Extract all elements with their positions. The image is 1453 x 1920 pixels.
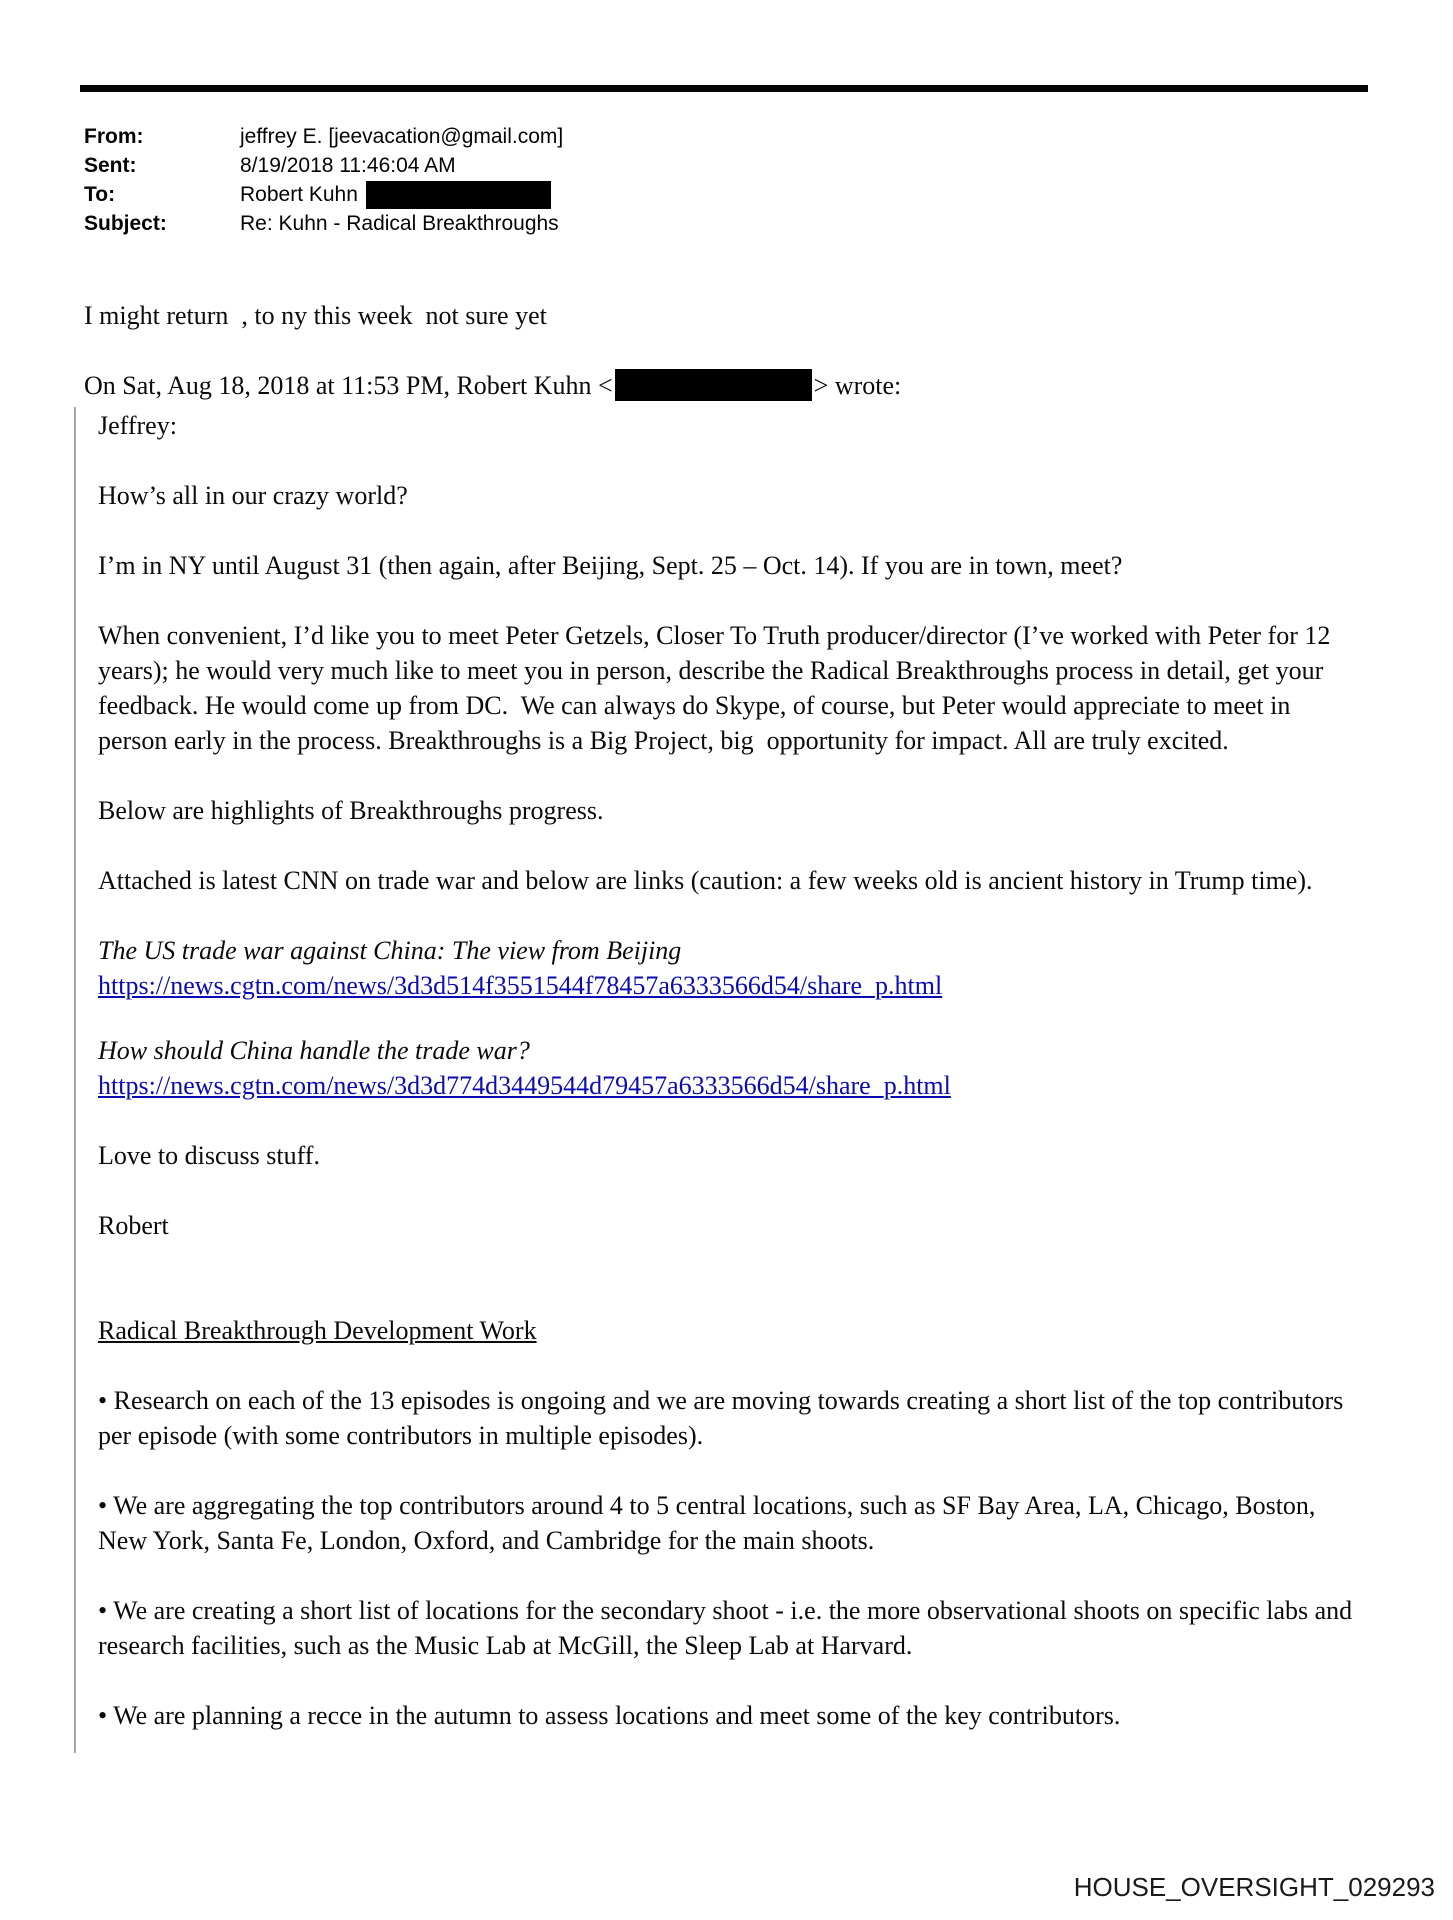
quote-paragraph-ny-schedule: I’m in NY until August 31 (then again, after Beijing, Sept. 25 – Oct. 14). If you are in town, meet?	[98, 551, 1123, 580]
sent-label: Sent:	[84, 154, 137, 177]
to-label: To:	[84, 183, 116, 206]
quote-greeting: Jeffrey:	[98, 411, 177, 440]
bullet-research-episodes: • Research on each of the 13 episodes is ongoing and we are moving towards creating a short list of the top contributors per episode (with some contributors in multiple episodes).	[98, 1386, 1350, 1450]
redaction-box-recipient-email	[366, 181, 551, 209]
header-row-from	[84, 122, 563, 151]
article-link-line-2	[98, 1068, 1358, 1103]
quote-signature: Robert	[98, 1211, 169, 1240]
to-value	[240, 180, 551, 209]
bullet-secondary-shoot: • We are creating a short list of locations for the secondary shoot - i.e. the more observational shoots on specific labs and research facilities, such as the Music Lab at McGill, the Sleep Lab at Harvard.	[98, 1596, 1359, 1660]
header-row-sent	[84, 151, 563, 180]
attribution-suffix: > wrote:	[813, 371, 902, 400]
article-link-line-1	[98, 968, 1358, 1003]
sent-value: 8/19/2018 11:46:04 AM	[240, 154, 456, 177]
from-label: From:	[84, 125, 144, 148]
bullet-aggregating-locations: • We are aggregating the top contributors around 4 to 5 central locations, such as SF Bay Area, LA, Chicago, Boston, New York, Santa Fe, London, Oxford, and Cambridge for the main shoots.	[98, 1491, 1322, 1555]
email-body	[84, 298, 1358, 1753]
section-heading-development-work: Radical Breakthrough Development Work	[98, 1316, 537, 1345]
quote-paragraph-love-to-discuss: Love to discuss stuff.	[98, 1141, 320, 1170]
header-divider-rule	[80, 85, 1368, 92]
subject-value: Re: Kuhn - Radical Breakthroughs	[240, 212, 559, 235]
quote-paragraph-crazy-world: How’s all in our crazy world?	[98, 481, 408, 510]
email-header-block	[84, 122, 563, 238]
bates-number: HOUSE_OVERSIGHT_029293	[1073, 1872, 1435, 1902]
subject-label: Subject:	[84, 212, 167, 235]
attribution-prefix: On Sat, Aug 18, 2018 at 11:53 PM, Robert Kuhn <	[84, 371, 613, 400]
from-value: jeffrey E. [jeevacation@gmail.com]	[240, 125, 564, 148]
bullet-recce-autumn: • We are planning a recce in the autumn to assess locations and meet some of the key contributors.	[98, 1701, 1121, 1730]
header-row-to	[84, 180, 563, 209]
quote-paragraph-highlights: Below are highlights of Breakthroughs progress.	[98, 796, 604, 825]
to-recipient-name: Robert Kuhn	[240, 183, 358, 206]
article-link-china-handle[interactable]: https://news.cgtn.com/news/3d3d774d3449544d79457a6333566d54/share_p.html	[98, 1071, 951, 1100]
quote-paragraph-peter-getzels: When convenient, I’d like you to meet Peter Getzels, Closer To Truth producer/director (I’ve worked with Peter for 12 years); he would very much like to meet you in person, describe the Radical Breakthroughs process in detail, get your feedback. He would come up from DC. We can always do Skype, of course, but Peter would appreciate to meet in person early in the process. Breakthroughs is a Big Project, big opportunity for impact. All are truly excited.	[98, 621, 1337, 755]
quote-paragraph-attached-cnn: Attached is latest CNN on trade war and below are links (caution: a few weeks old is ancient history in Trump time).	[98, 866, 1313, 895]
quote-attribution-line	[84, 368, 1358, 403]
quoted-email-block	[74, 407, 1358, 1753]
redaction-box-sender-email	[615, 369, 812, 401]
reply-message-line: I might return , to ny this week not sure yet	[84, 301, 547, 330]
article-link-us-trade-war[interactable]: https://news.cgtn.com/news/3d3d514f3551544f78457a6333566d54/share_p.html	[98, 971, 943, 1000]
article-title-china-handle: How should China handle the trade war?	[98, 1036, 530, 1065]
article-title-us-trade-war: The US trade war against China: The view from Beijing	[98, 936, 682, 965]
header-row-subject	[84, 209, 563, 238]
